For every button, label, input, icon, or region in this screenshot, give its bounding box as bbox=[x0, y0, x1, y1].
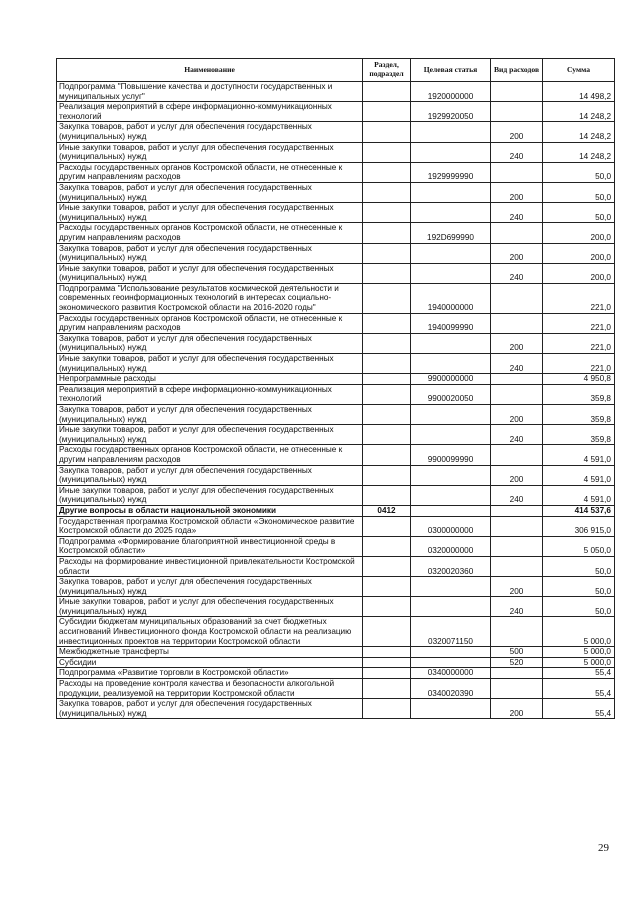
row-code bbox=[411, 203, 491, 223]
row-name: Закупка товаров, работ и услуг для обеспечения государственных (муниципальных) нужд bbox=[57, 182, 363, 202]
row-vid: 240 bbox=[491, 354, 543, 374]
table-row bbox=[57, 465, 615, 485]
row-name: Субсидии бюджетам муниципальных образований за счет бюджетных ассигнований Инвестиционного фонда Костромской области на реализацию инвестиционных проектов на территории Костромской области bbox=[57, 617, 363, 647]
row-sum: 55,4 bbox=[543, 699, 615, 719]
row-vid: 200 bbox=[491, 243, 543, 263]
table-row bbox=[57, 354, 615, 374]
row-sum: 50,0 bbox=[543, 577, 615, 597]
row-code bbox=[411, 263, 491, 283]
row-vid bbox=[491, 679, 543, 699]
row-razdel bbox=[363, 536, 411, 556]
row-sum: 4 591,0 bbox=[543, 465, 615, 485]
row-sum: 14 248,2 bbox=[543, 102, 615, 122]
table-row bbox=[57, 425, 615, 445]
row-code: 0320000000 bbox=[411, 536, 491, 556]
row-vid: 240 bbox=[491, 203, 543, 223]
row-vid bbox=[491, 102, 543, 122]
row-code: 0320020360 bbox=[411, 556, 491, 576]
row-name: Закупка товаров, работ и услуг для обеспечения государственных (муниципальных) нужд bbox=[57, 122, 363, 142]
row-vid: 240 bbox=[491, 142, 543, 162]
row-sum: 221,0 bbox=[543, 333, 615, 353]
row-vid bbox=[491, 668, 543, 679]
table-row bbox=[57, 505, 615, 516]
row-sum: 359,8 bbox=[543, 425, 615, 445]
row-name: Закупка товаров, работ и услуг для обеспечения государственных (муниципальных) нужд bbox=[57, 577, 363, 597]
row-razdel bbox=[363, 283, 411, 313]
row-razdel bbox=[363, 182, 411, 202]
row-name: Закупка товаров, работ и услуг для обеспечения государственных (муниципальных) нужд bbox=[57, 405, 363, 425]
row-name: Государственная программа Костромской области «Экономическое развитие Костромской области до 2025 года» bbox=[57, 516, 363, 536]
row-code: 0340000000 bbox=[411, 668, 491, 679]
row-vid: 200 bbox=[491, 182, 543, 202]
row-sum: 200,0 bbox=[543, 223, 615, 243]
row-sum: 50,0 bbox=[543, 203, 615, 223]
row-razdel bbox=[363, 647, 411, 658]
row-vid: 200 bbox=[491, 405, 543, 425]
row-sum: 5 050,0 bbox=[543, 536, 615, 556]
table-row bbox=[57, 243, 615, 263]
row-code bbox=[411, 597, 491, 617]
row-razdel bbox=[363, 597, 411, 617]
row-name: Реализация мероприятий в сфере информационно-коммуникационных технологий bbox=[57, 102, 363, 122]
row-name: Непрограммные расходы bbox=[57, 374, 363, 385]
table-header-row bbox=[57, 59, 615, 82]
row-name: Расходы государственных органов Костромской области, не отнесенные к другим направлениям расходов bbox=[57, 445, 363, 465]
row-code: 0340020390 bbox=[411, 679, 491, 699]
row-razdel bbox=[363, 577, 411, 597]
row-code bbox=[411, 699, 491, 719]
row-vid: 200 bbox=[491, 577, 543, 597]
row-code bbox=[411, 425, 491, 445]
row-vid: 240 bbox=[491, 263, 543, 283]
row-code: 1929920050 bbox=[411, 102, 491, 122]
row-code bbox=[411, 577, 491, 597]
row-vid bbox=[491, 505, 543, 516]
row-sum: 306 915,0 bbox=[543, 516, 615, 536]
row-razdel bbox=[363, 445, 411, 465]
row-code bbox=[411, 505, 491, 516]
table-row bbox=[57, 263, 615, 283]
row-sum: 221,0 bbox=[543, 283, 615, 313]
row-name: Расходы на проведение контроля качества и безопасности алкогольной продукции, реализуемой на территории Костромской области bbox=[57, 679, 363, 699]
row-razdel bbox=[363, 263, 411, 283]
row-razdel bbox=[363, 425, 411, 445]
row-razdel bbox=[363, 313, 411, 333]
row-razdel bbox=[363, 679, 411, 699]
table-row bbox=[57, 384, 615, 404]
row-razdel bbox=[363, 333, 411, 353]
row-sum: 200,0 bbox=[543, 243, 615, 263]
row-vid: 240 bbox=[491, 485, 543, 505]
row-vid bbox=[491, 617, 543, 647]
row-vid bbox=[491, 536, 543, 556]
row-name: Иные закупки товаров, работ и услуг для обеспечения государственных (муниципальных) нужд bbox=[57, 485, 363, 505]
table-row bbox=[57, 313, 615, 333]
table-row bbox=[57, 162, 615, 182]
row-name: Закупка товаров, работ и услуг для обеспечения государственных (муниципальных) нужд bbox=[57, 333, 363, 353]
row-name: Подпрограмма «Развитие торговли в Костромской области» bbox=[57, 668, 363, 679]
row-sum: 14 248,2 bbox=[543, 142, 615, 162]
row-vid: 500 bbox=[491, 647, 543, 658]
table-row bbox=[57, 679, 615, 699]
row-sum: 50,0 bbox=[543, 162, 615, 182]
row-code bbox=[411, 465, 491, 485]
table-row bbox=[57, 283, 615, 313]
row-razdel bbox=[363, 223, 411, 243]
header-code: Целевая статья bbox=[411, 59, 491, 82]
table-row bbox=[57, 657, 615, 668]
row-razdel bbox=[363, 657, 411, 668]
row-name: Подпрограмма «Формирование благоприятной инвестиционной среды в Костромской области» bbox=[57, 536, 363, 556]
row-name: Субсидии bbox=[57, 657, 363, 668]
row-code: 9900020050 bbox=[411, 384, 491, 404]
row-name: Расходы государственных органов Костромской области, не отнесенные к другим направлениям расходов bbox=[57, 223, 363, 243]
table-row bbox=[57, 577, 615, 597]
row-code: 0300000000 bbox=[411, 516, 491, 536]
row-sum: 359,8 bbox=[543, 405, 615, 425]
row-code bbox=[411, 142, 491, 162]
row-razdel bbox=[363, 122, 411, 142]
table-row bbox=[57, 485, 615, 505]
row-sum: 4 591,0 bbox=[543, 485, 615, 505]
table-row bbox=[57, 556, 615, 576]
row-sum: 14 248,2 bbox=[543, 122, 615, 142]
row-vid: 520 bbox=[491, 657, 543, 668]
row-code: 1940099990 bbox=[411, 313, 491, 333]
row-code bbox=[411, 405, 491, 425]
row-code: 1929999990 bbox=[411, 162, 491, 182]
row-razdel bbox=[363, 142, 411, 162]
row-vid bbox=[491, 556, 543, 576]
row-sum: 414 537,6 bbox=[543, 505, 615, 516]
table-row bbox=[57, 668, 615, 679]
page-number: 29 bbox=[598, 842, 609, 854]
row-vid bbox=[491, 162, 543, 182]
row-code: 192D699990 bbox=[411, 223, 491, 243]
row-code: 1940000000 bbox=[411, 283, 491, 313]
table-row bbox=[57, 374, 615, 385]
row-code bbox=[411, 182, 491, 202]
table-row bbox=[57, 516, 615, 536]
row-vid bbox=[491, 283, 543, 313]
row-razdel bbox=[363, 617, 411, 647]
row-razdel bbox=[363, 374, 411, 385]
row-sum: 359,8 bbox=[543, 384, 615, 404]
row-name: Расходы на формирование инвестиционной привлекательности Костромской области bbox=[57, 556, 363, 576]
row-name: Закупка товаров, работ и услуг для обеспечения государственных (муниципальных) нужд bbox=[57, 465, 363, 485]
row-vid bbox=[491, 313, 543, 333]
table-row bbox=[57, 647, 615, 658]
row-vid bbox=[491, 516, 543, 536]
header-razdel: Раздел, подраздел bbox=[363, 59, 411, 82]
row-sum: 200,0 bbox=[543, 263, 615, 283]
row-name: Реализация мероприятий в сфере информационно-коммуникационных технологий bbox=[57, 384, 363, 404]
row-code: 9900099990 bbox=[411, 445, 491, 465]
row-vid: 240 bbox=[491, 597, 543, 617]
table-row bbox=[57, 122, 615, 142]
row-razdel bbox=[363, 354, 411, 374]
row-razdel bbox=[363, 465, 411, 485]
table-row bbox=[57, 142, 615, 162]
header-sum: Сумма bbox=[543, 59, 615, 82]
row-sum: 50,0 bbox=[543, 597, 615, 617]
row-sum: 55,4 bbox=[543, 668, 615, 679]
row-vid bbox=[491, 384, 543, 404]
row-vid: 200 bbox=[491, 465, 543, 485]
row-sum: 5 000,0 bbox=[543, 647, 615, 658]
table-row bbox=[57, 597, 615, 617]
row-name: Закупка товаров, работ и услуг для обеспечения государственных (муниципальных) нужд bbox=[57, 699, 363, 719]
row-code: 1920000000 bbox=[411, 82, 491, 102]
row-code bbox=[411, 122, 491, 142]
row-vid bbox=[491, 445, 543, 465]
row-sum: 50,0 bbox=[543, 182, 615, 202]
row-razdel bbox=[363, 516, 411, 536]
row-name: Подпрограмма "Повышение качества и доступности государственных и муниципальных услуг" bbox=[57, 82, 363, 102]
row-vid bbox=[491, 82, 543, 102]
row-sum: 4 950,8 bbox=[543, 374, 615, 385]
table-row bbox=[57, 699, 615, 719]
table-row bbox=[57, 223, 615, 243]
row-razdel bbox=[363, 203, 411, 223]
row-razdel bbox=[363, 384, 411, 404]
table-row bbox=[57, 445, 615, 465]
row-sum: 5 000,0 bbox=[543, 617, 615, 647]
row-razdel bbox=[363, 243, 411, 263]
row-razdel: 0412 bbox=[363, 505, 411, 516]
table-row bbox=[57, 182, 615, 202]
row-name: Иные закупки товаров, работ и услуг для обеспечения государственных (муниципальных) нужд bbox=[57, 203, 363, 223]
row-name: Подпрограмма "Использование результатов космической деятельности и современных геоинформационных технологий в интересах социально-экономического развития Костромской области на 2016-2020 годы" bbox=[57, 283, 363, 313]
row-razdel bbox=[363, 699, 411, 719]
row-razdel bbox=[363, 668, 411, 679]
header-vid: Вид расходов bbox=[491, 59, 543, 82]
row-sum: 5 000,0 bbox=[543, 657, 615, 668]
row-vid bbox=[491, 374, 543, 385]
row-sum: 14 498,2 bbox=[543, 82, 615, 102]
row-code bbox=[411, 657, 491, 668]
table-row bbox=[57, 617, 615, 647]
row-razdel bbox=[363, 405, 411, 425]
row-vid: 200 bbox=[491, 699, 543, 719]
row-vid bbox=[491, 223, 543, 243]
row-name: Другие вопросы в области национальной экономики bbox=[57, 505, 363, 516]
row-code bbox=[411, 354, 491, 374]
table-row bbox=[57, 536, 615, 556]
row-sum: 50,0 bbox=[543, 556, 615, 576]
row-sum: 4 591,0 bbox=[543, 445, 615, 465]
row-razdel bbox=[363, 162, 411, 182]
row-name: Иные закупки товаров, работ и услуг для обеспечения государственных (муниципальных) нужд bbox=[57, 263, 363, 283]
row-sum: 221,0 bbox=[543, 313, 615, 333]
row-sum: 221,0 bbox=[543, 354, 615, 374]
row-name: Иные закупки товаров, работ и услуг для обеспечения государственных (муниципальных) нужд bbox=[57, 354, 363, 374]
row-name: Расходы государственных органов Костромской области, не отнесенные к другим направлениям расходов bbox=[57, 313, 363, 333]
row-code bbox=[411, 647, 491, 658]
row-code bbox=[411, 243, 491, 263]
table-row bbox=[57, 405, 615, 425]
row-sum: 55,4 bbox=[543, 679, 615, 699]
row-code bbox=[411, 333, 491, 353]
row-razdel bbox=[363, 82, 411, 102]
budget-table bbox=[56, 58, 615, 719]
row-razdel bbox=[363, 102, 411, 122]
row-name: Иные закупки товаров, работ и услуг для обеспечения государственных (муниципальных) нужд bbox=[57, 142, 363, 162]
table-row bbox=[57, 333, 615, 353]
row-vid: 200 bbox=[491, 333, 543, 353]
row-code bbox=[411, 485, 491, 505]
row-name: Закупка товаров, работ и услуг для обеспечения государственных (муниципальных) нужд bbox=[57, 243, 363, 263]
table-row bbox=[57, 203, 615, 223]
table-row bbox=[57, 82, 615, 102]
row-vid: 240 bbox=[491, 425, 543, 445]
table-row bbox=[57, 102, 615, 122]
row-code: 9900000000 bbox=[411, 374, 491, 385]
row-razdel bbox=[363, 485, 411, 505]
row-name: Межбюджетные трансферты bbox=[57, 647, 363, 658]
header-name: Наименование bbox=[57, 59, 363, 82]
row-vid: 200 bbox=[491, 122, 543, 142]
row-razdel bbox=[363, 556, 411, 576]
row-code: 0320071150 bbox=[411, 617, 491, 647]
row-name: Иные закупки товаров, работ и услуг для обеспечения государственных (муниципальных) нужд bbox=[57, 597, 363, 617]
row-name: Расходы государственных органов Костромской области, не отнесенные к другим направлениям расходов bbox=[57, 162, 363, 182]
row-name: Иные закупки товаров, работ и услуг для обеспечения государственных (муниципальных) нужд bbox=[57, 425, 363, 445]
